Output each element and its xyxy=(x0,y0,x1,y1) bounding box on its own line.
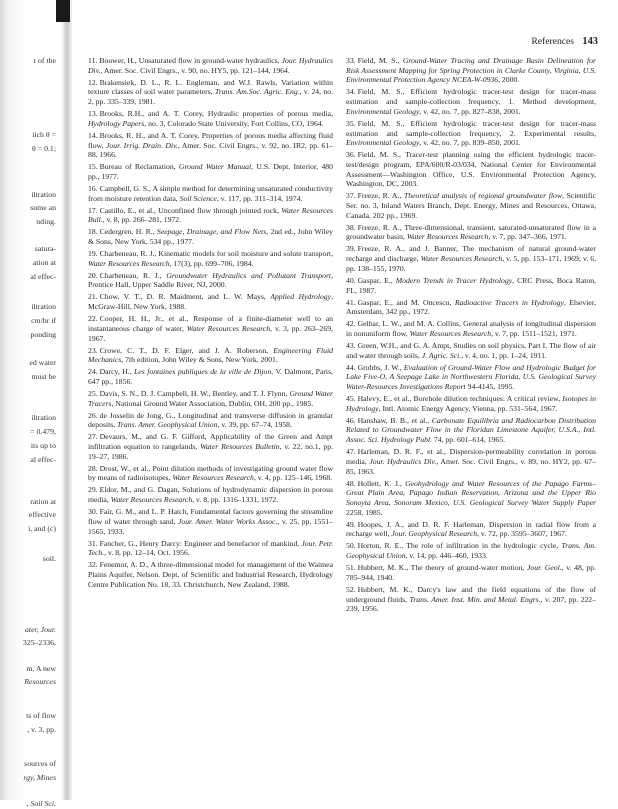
margin-fragment: ponding xyxy=(30,330,56,339)
reference-text: Bureau of Reclamation, xyxy=(99,162,179,172)
reference-number: 32. xyxy=(88,560,98,570)
margin-fragment: ts of flow xyxy=(26,711,56,720)
reference-source-italic: Engineering Fluid Mechanics xyxy=(88,345,333,365)
reference-number: 17. xyxy=(88,205,98,215)
reference-number: 47. xyxy=(346,447,356,457)
reference-source-italic: Jour. Amer. Water Works Assoc. xyxy=(177,516,278,526)
binding-mark xyxy=(56,0,70,22)
reference-entry xyxy=(346,341,596,360)
reference-number: 40. xyxy=(346,275,356,285)
reference-number: 27. xyxy=(88,432,98,442)
margin-fragment: , v. 3, pp. xyxy=(27,725,56,734)
reference-text: Gelhar, L. W., and M. A. Collins, General analysis of longitudinal dispersion in nonuniform flow, xyxy=(346,319,596,338)
reference-text: Freeze, R. A., xyxy=(357,191,404,201)
reference-text: , National Ground Water Association, Dublin, OH, 200 pp., 1985. xyxy=(111,398,314,408)
running-header xyxy=(531,36,598,47)
margin-fragment: sources of xyxy=(24,759,56,768)
reference-text: Campbell, G. S., A simple method for determining unsaturated conductivity from moisture retention data, xyxy=(88,183,333,203)
reference-text: Brakensiek, D. L., R. L. Engleman, and W.J. Rawls, Variation within texture classes of soil water parameters, xyxy=(88,77,333,97)
reference-text: Darcy, H., xyxy=(99,367,135,377)
reference-number: 19. xyxy=(88,249,98,259)
reference-text: , v. 25, pp. 1551–1565, 1933. xyxy=(88,516,333,536)
reference-number: 39. xyxy=(346,244,356,254)
margin-fragment: al effec- xyxy=(30,272,56,281)
reference-source-italic: Isotopes in Hydrology xyxy=(346,394,596,413)
reference-text: , v. 14, pp. 446–460, 1933. xyxy=(405,551,488,561)
reference-source-italic: Jour. Irrig. Drain. Div. xyxy=(106,140,178,150)
reference-entry xyxy=(346,541,596,560)
reference-entry xyxy=(346,244,596,273)
reference-entry xyxy=(346,520,596,539)
reference-entry xyxy=(346,416,596,445)
reference-text: , 2000. xyxy=(498,75,520,85)
reference-text: Field, M. S., xyxy=(357,56,403,65)
reference-source-italic: Water Resources Research xyxy=(409,328,492,338)
reference-source-italic: Jour. Geophysical Research xyxy=(391,529,478,539)
reference-text: , v. 207, pp. 222–239, 1956. xyxy=(346,594,596,614)
reference-source-italic: Ground Water Tracers xyxy=(88,388,333,408)
margin-fragment: sume an xyxy=(30,203,56,212)
reference-entry xyxy=(346,56,596,85)
reference-number: 20. xyxy=(88,270,98,280)
margin-fragment: nding. xyxy=(36,217,56,226)
reference-text: Hollett, K. J., xyxy=(357,478,406,488)
reference-source-italic: Evaluation of Ground-Water Flow and Hydrologic Budget for Lake Five-O, A Seepage Lake in Northwestern Florida, U.S. Geological Survey Water-Resources Investigations Report xyxy=(346,362,597,392)
reference-source-italic: Jour. Geol. xyxy=(526,563,562,573)
reference-number: 33. xyxy=(346,56,356,65)
reference-entry xyxy=(88,507,333,536)
reference-text: Grubbs, J. W., xyxy=(357,362,404,372)
reference-entry xyxy=(346,191,596,220)
margin-fragment: , Soil Sci. xyxy=(26,799,56,808)
reference-source-italic: Environmental Geology xyxy=(346,138,420,148)
reference-number: 14. xyxy=(88,130,98,140)
reference-source-italic: Les fontaines publiques de la ville de Dijon xyxy=(134,367,272,377)
reference-entry xyxy=(88,539,333,558)
margin-fragment: must be xyxy=(31,372,56,381)
margin-fragment: iltration xyxy=(31,413,56,422)
reference-text: Field, M. S., Tracer-test planning using the efficient hydrologic tracer-test/design program, EPA/600/R-03/034, National Center for Environmental Assessment—Washington Office, U.S. Environmental Protection Agency, Washington, DC, 2003. xyxy=(346,150,596,189)
margin-fragment: iltration xyxy=(31,190,56,199)
reference-source-italic: Water Resources Research xyxy=(406,232,489,242)
facing-page-fragments xyxy=(0,56,58,808)
reference-entry xyxy=(346,447,596,476)
reference-entry xyxy=(88,56,333,75)
reference-entry xyxy=(88,162,333,181)
reference-entry xyxy=(88,78,333,107)
reference-source-italic: Water Resources Research xyxy=(110,495,193,505)
reference-text: 94-4145, 1995. xyxy=(465,382,515,392)
reference-number: 38. xyxy=(346,222,356,232)
reference-text: Charbeneau, R. J., xyxy=(99,270,167,280)
reference-source-italic: Environmental Geology xyxy=(346,106,420,116)
reference-text: , Amer. Soc. Civil Engrs., v. 89, no. HY2, pp. 67–85, 1963. xyxy=(346,456,596,476)
reference-number: 44. xyxy=(346,362,356,372)
reference-text: , Scientific Ser. no. 3, Inland Waters Branch, Dept. Energy, Mines and Resources, Ottawa, Canada, 202 pp., 1969. xyxy=(346,191,596,220)
reference-source-italic: Seepage, Drainage, and Flow Nets xyxy=(156,227,267,237)
reference-source-italic: Modern Trends in Tracer Hydrology xyxy=(395,275,513,285)
reference-text: Eldor, M., and G. Dagan, Solutions of hydrodynamic dispersion in porous media, xyxy=(88,485,333,505)
reference-number: 29. xyxy=(88,485,98,495)
reference-text: , v. 7, pp. 1511–1521, 1971. xyxy=(491,328,577,338)
reference-entry xyxy=(88,109,333,128)
reference-entry xyxy=(346,363,596,392)
reference-entry xyxy=(88,485,333,504)
reference-number: 13. xyxy=(88,109,98,119)
reference-text: Devaurs, M., and G. F. Gifford, Applicability of the Green and Ampt infiltration equation to rangelands, xyxy=(88,432,333,452)
margin-fragment: cm/hr if xyxy=(31,316,56,325)
reference-number: 30. xyxy=(88,507,98,517)
margin-fragment: ater, Jour. xyxy=(25,625,56,634)
reference-text: de Josselin de Jong, G., Longitudinal and transverse diffusion in granular deposits, xyxy=(88,410,333,430)
reference-source-italic: Theoretical analysis of regional groundwater flow xyxy=(403,191,562,201)
reference-text: , v. 8, pp. 266–281, 1972. xyxy=(102,215,182,225)
reference-number: 16. xyxy=(88,183,98,193)
reference-text: , v. 4, pp. 125–146, 1968. xyxy=(253,473,333,483)
reference-text: , 17(3), pp. 699–706, 1984. xyxy=(169,258,254,268)
reference-source-italic: Jour. Petr. Tech. xyxy=(88,538,334,558)
margin-fragment: ation at xyxy=(32,258,56,267)
margin-fragment: r of the xyxy=(33,56,56,65)
reference-entry xyxy=(88,271,333,290)
reference-source-italic: Trans. Am.Soc. Agric. Eng. xyxy=(214,87,300,97)
reference-text: , v. 22, no.1, pp. 19–27, 1986. xyxy=(88,442,333,461)
reference-text: , v. 42, no. 7, pp. 839–850, 2001. xyxy=(419,138,521,148)
margin-fragment: iich θ = xyxy=(32,130,56,139)
margin-fragment: iltration xyxy=(31,302,56,311)
reference-entry xyxy=(88,346,333,365)
reference-source-italic: Applied Hydrology xyxy=(270,292,332,302)
reference-entry xyxy=(346,276,596,295)
reference-number: 31. xyxy=(88,538,98,548)
reference-number: 23. xyxy=(88,345,98,355)
reference-text: Cooper, H. H., Jr., et al., Response of a finite-diameter well to an instantaneous charge of water, xyxy=(88,314,333,333)
reference-source-italic: Water Resources Research xyxy=(420,254,503,264)
reference-number: 25. xyxy=(88,388,98,398)
reference-text: Harleman, D. R. F., et al., Dispersion-permeability correlation in porous media, xyxy=(346,447,596,466)
reference-number: 52. xyxy=(346,584,356,594)
reference-number: 50. xyxy=(346,541,356,551)
reference-number: 34. xyxy=(346,87,356,97)
reference-number: 24. xyxy=(88,367,98,377)
reference-number: 36. xyxy=(346,150,356,160)
references-left-column xyxy=(88,56,333,796)
reference-source-italic: Ground Water Manual xyxy=(178,162,252,172)
reference-text: Brooks, R.H., and A. T. Corey, Hydraulic properties of porous media, xyxy=(99,109,333,119)
reference-text: Davis, S. N., D. J. Campbell, H. W., Bentley, and T. J. Flynn, xyxy=(99,388,290,398)
reference-text: Crowe, C. T., D. F. Elger, and J. A. Roberson, xyxy=(99,345,274,355)
reference-source-italic: Geohydrology and Water Resources of the Papago Farms–Great Plain Area, Papago Indian Reservation, Arizona and the Upper Rio Sonoyta Area, Sonoram Mexico, U.S. Geological Survey Water Supply Paper xyxy=(346,478,596,507)
reference-text: , McGraw-Hill, New York, 1988. xyxy=(88,292,333,312)
reference-entry xyxy=(88,432,333,461)
reference-text: Bouwer, H., Unsaturated flow in ground-water hydraulics, xyxy=(99,56,282,65)
reference-entry xyxy=(88,411,333,430)
reference-text: Fenemor, A. D., A three-dimensional model for management of the Waimea Plains Aquifer, Nelson. Dept. of Scientific and Industrial Research, Hydrology Centre Publication No. 18, 33. Christchurch, New Zealand, 1988. xyxy=(88,560,333,589)
reference-text: Gaspar, E., and M. Oncescu, xyxy=(357,297,455,307)
reference-number: 49. xyxy=(346,519,356,529)
reference-source-italic: Jour. Hydraulics Div. xyxy=(88,56,333,75)
reference-text: , v. 117, pp. 311–314, 1974. xyxy=(216,193,303,203)
reference-source-italic: Water Resources Bull. xyxy=(88,205,333,225)
reference-entry xyxy=(346,298,596,317)
reference-number: 35. xyxy=(346,118,356,128)
reference-number: 46. xyxy=(346,415,356,425)
reference-entry xyxy=(346,394,596,413)
reference-number: 15. xyxy=(88,162,98,172)
reference-source-italic: Water Resources Research xyxy=(88,258,170,268)
reference-entry xyxy=(88,314,333,343)
reference-entry xyxy=(346,585,596,614)
margin-fragment: = 0.479, xyxy=(30,427,56,436)
reference-number: 21. xyxy=(88,292,98,302)
reference-source-italic: Soil Science xyxy=(179,193,217,203)
reference-entry xyxy=(346,150,596,189)
reference-text: Charbeneau, R. J., Kinematic models for soil moisture and solute transport, xyxy=(99,249,333,259)
reference-number: 45. xyxy=(346,394,356,404)
reference-source-italic: Trans. Amer. Geophysical Union xyxy=(117,420,218,430)
reference-text: Hubbert, M. K., The theory of ground-water motion, xyxy=(357,563,527,573)
reference-entry xyxy=(88,206,333,225)
reference-source-italic: Radioactive Tracers in Hydrology xyxy=(454,297,564,307)
reference-text: , CRC Press, Boca Raton, FL, 1987. xyxy=(346,275,596,295)
reference-entry xyxy=(346,223,596,242)
reference-entry xyxy=(88,367,333,386)
reference-entry xyxy=(88,184,333,203)
reference-entry xyxy=(88,249,333,268)
reference-entry xyxy=(346,87,596,116)
reference-text: Gaspar, E., xyxy=(357,275,396,285)
reference-source-italic: Carbonate Equilibria and Radiocarbon Distribution Related to Groundwater Flow in the Floridan Limestone Aquifer, U.S.A., Intl. Assoc. Sci. Hydrology Publ. xyxy=(346,415,596,445)
reference-number: 28. xyxy=(88,463,98,473)
margin-fragment: i, and (c) xyxy=(28,524,56,533)
reference-text: Cedergren, H. R., xyxy=(99,227,157,237)
reference-text: , v. 8, pp. 1316–1331, 1972. xyxy=(192,495,279,505)
reference-text: , v. 8, pp. 12–14, Oct. 1956. xyxy=(104,548,190,558)
margin-fragment: 325–2336, xyxy=(22,638,56,647)
reference-text: , Amer. Soc. Civil Engrs., v. 92, no. IR2, pp. 61–88, 1966. xyxy=(88,140,334,160)
reference-text: Brooks, R. H., and A. T. Corey, Properties of porous media affecting fluid flow, xyxy=(88,130,333,150)
reference-text: , v. 5, pp. 153–171, 1969; v. 6, pp. 138–155, 1970. xyxy=(346,254,596,273)
reference-entry xyxy=(88,292,333,311)
reference-text: 74, pp. 601–614, 1965. xyxy=(431,435,506,445)
reference-entry xyxy=(88,560,333,589)
reference-text: , v. 7, pp. 347–366, 1971. xyxy=(488,232,567,242)
reference-number: 48. xyxy=(346,478,356,488)
reference-text: Hanshaw, B. B., et al., xyxy=(357,415,432,425)
reference-source-italic: Water Resources Research xyxy=(172,473,254,483)
reference-number: 12. xyxy=(88,77,98,87)
reference-text: Fancher, G., Henry Darcy: Engineer and benefactor of mankind, xyxy=(99,538,302,548)
margin-fragment: rgy, Mines xyxy=(23,773,56,782)
reference-entry xyxy=(88,227,333,246)
reference-entry xyxy=(88,464,333,483)
reference-text: Field, M. S., Efficient hydrologic tracer-test design for tracer-mass estimation and sample-collection frequency, 1. Method development, xyxy=(346,87,596,107)
reference-entry xyxy=(346,119,596,148)
reference-text: , V. Dalmont, Paris, 647 pp., 1856. xyxy=(88,367,333,386)
reference-text: Fair, G. M., and L. P. Hatch, Fundamental factors governing the streamline flow of water through sand, xyxy=(88,507,333,526)
margin-fragment: θ = 0.1; xyxy=(32,144,56,153)
reference-text: Halevy, E., et al., Borehole dilution techniques: A critical review, xyxy=(357,394,563,404)
reference-text: Chow, V. T., D. R. Maidment, and L. W. Mays, xyxy=(99,292,271,302)
reference-number: 51. xyxy=(346,563,356,573)
reference-text: , 7th edition, John Wiley & Sons, New York, 2001. xyxy=(121,355,278,365)
reference-source-italic: Jour. Hydraulics Div. xyxy=(369,456,437,466)
reference-source-italic: Ground-Water Tracing and Drainage Basin Delineation for Risk Assessment Mapping for Spring Protection in Clarke County, Virginia, U.S. Environmental Protection Agency NCEA-W-0936 xyxy=(346,56,597,85)
margin-fragment: Resources xyxy=(24,677,56,686)
reference-source-italic: Water Resources Research xyxy=(186,323,271,333)
reference-entry xyxy=(346,479,596,518)
reference-entry xyxy=(346,319,596,338)
reference-text: 2258, 1985. xyxy=(346,507,383,517)
reference-text: Freeze, R. A., and J. Banner, The mechanism of natural ground-water recharge and discharge, xyxy=(346,244,596,264)
reference-text: , Amer. Soc. Civil Engrs., v. 90, no. HY5, pp. 121–144, 1964. xyxy=(100,65,290,75)
reference-text: Freeze, R. A., Three-dimensional, transient, saturated-unsaturated flow in a groundwater basin, xyxy=(346,222,596,242)
reference-text: Horton, R. E., The role of infiltration in the hydrologic cycle, xyxy=(357,541,562,551)
margin-fragment: satura- xyxy=(34,244,56,253)
reference-number: 37. xyxy=(346,191,356,201)
reference-text: , v. 48, pp. 785–944, 1940. xyxy=(346,563,596,582)
reference-text: , Elsevier, Amsterdam, 342 pp., 1972. xyxy=(346,297,596,317)
reference-text: , v. 72, pp. 3595–3607, 1967. xyxy=(477,529,567,539)
reference-text: Castillo, E., et al., Unconfined flow through jointed rock, xyxy=(99,205,282,215)
margin-fragment: ed water xyxy=(29,358,56,367)
reference-text: , U.S. Dept. Interior, 480 pp., 1977. xyxy=(88,162,333,181)
reference-text: , no. 3, Colorado State University, Fort Collins, CO, 1964. xyxy=(144,118,324,128)
reference-source-italic: Water Resources Bulletin xyxy=(200,442,280,452)
reference-number: 18. xyxy=(88,227,98,237)
reference-number: 42. xyxy=(346,319,356,329)
margin-fragment: ration at xyxy=(30,497,56,506)
reference-text: , 2nd ed., John Wiley & Sons, New York, 534 pp., 1977. xyxy=(88,227,333,247)
reference-source-italic: Trans. Am. Geophysical Union xyxy=(346,541,596,561)
reference-source-italic: Trans. Amer. Inst. Min. and Metal. Engrs. xyxy=(409,594,541,604)
reference-text: , Intl. Atomic Energy Agency, Vienna, pp. 531–564, 1967. xyxy=(378,403,558,413)
reference-number: 22. xyxy=(88,314,98,324)
reference-text: , Prentice Hall, Upper Saddle River, NJ, 2000. xyxy=(88,270,333,290)
reference-entry xyxy=(88,389,333,408)
reference-number: 43. xyxy=(346,340,356,350)
margin-fragment: effective xyxy=(28,510,56,519)
reference-entry xyxy=(88,131,333,160)
reference-source-italic: Groundwater Hydraulics and Pollutant Transport xyxy=(166,270,332,280)
reference-text: , v. 39, pp. 67–74, 1958. xyxy=(217,420,292,430)
reference-number: 11. xyxy=(88,56,98,65)
reference-text: , v. 42, no. 7, pp. 827–838, 2001. xyxy=(419,106,521,116)
reference-entry xyxy=(346,563,596,582)
margin-fragment: its up to xyxy=(30,441,56,450)
reference-number: 26. xyxy=(88,410,98,420)
reference-text: Drost, W., et al., Point dilution methods of investigating ground water flow by means of radioisotopes, xyxy=(88,463,333,483)
page-gutter-shadow xyxy=(62,0,72,800)
reference-text: , v. 4, no. 1, pp. 1–24, 1911. xyxy=(461,350,547,360)
margin-fragment: soil. xyxy=(42,554,56,563)
reference-text: Hoopes, J. A., and D. R. F. Harleman, Dispersion in radial flow from a recharge well, xyxy=(346,519,596,539)
reference-text: Hubbert, M. K., Darcy's law and the field equations of the flow of underground fluids, xyxy=(346,584,596,604)
margin-fragment: al effec- xyxy=(30,455,56,464)
page-number: 143 xyxy=(582,36,598,47)
reference-text: , v. 3, pp. 263–269, 1967. xyxy=(88,323,334,343)
reference-text: , v. 24, no. 2, pp. 335–339, 1981. xyxy=(88,87,333,107)
references-right-column xyxy=(346,56,596,796)
header-title: References xyxy=(531,36,574,47)
reference-text: Green, W.H., and G. A. Ampt, Studies on soil physics, Part I, The flow of air and water through soils, xyxy=(346,340,596,360)
margin-fragment: m, A new xyxy=(26,664,56,673)
reference-text: Field, M. S., Efficient hydrologic tracer-test design for tracer-mass estimation and sample-collection frequency, 2. Experimental results, xyxy=(346,118,596,138)
reference-number: 41. xyxy=(346,297,356,307)
reference-source-italic: Hydrology Papers xyxy=(88,118,145,128)
reference-source-italic: J. Agric. Sci. xyxy=(421,350,462,360)
